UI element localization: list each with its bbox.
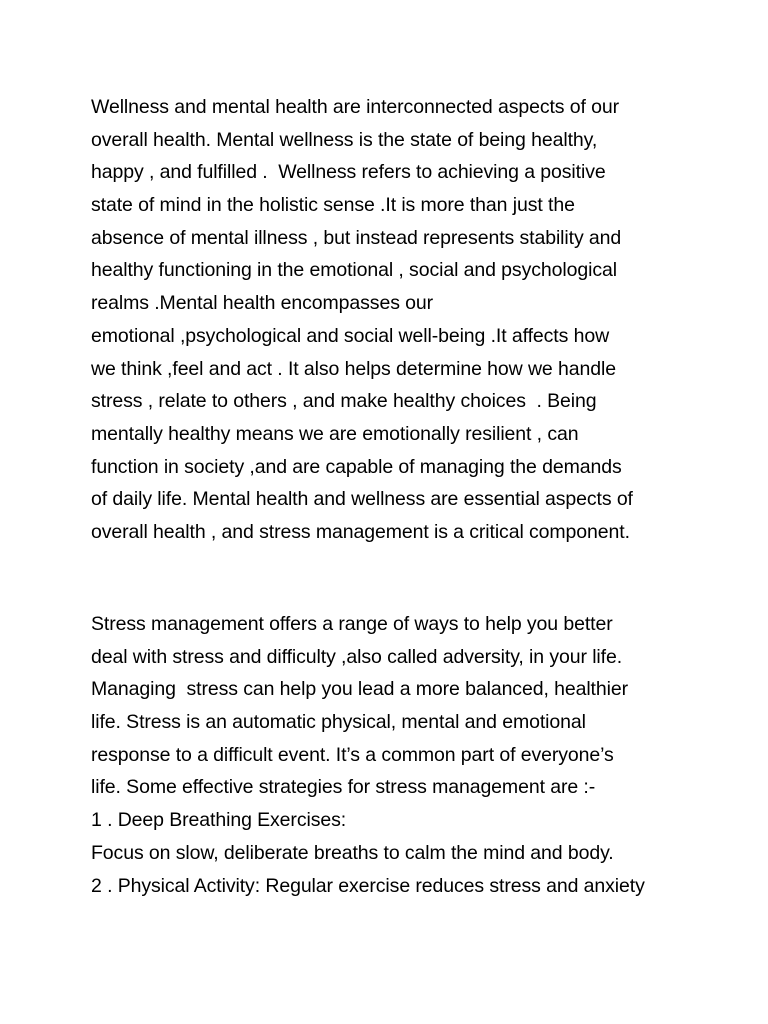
list-item-heading: 1 . Deep Breathing Exercises: <box>91 809 347 832</box>
text-line: function in society ,and are capable of managing the demands <box>91 455 622 478</box>
text-line: Wellness and mental health are interconnected aspects of our <box>91 96 620 118</box>
text-line: of daily life. Mental health and wellness are essential aspects of <box>91 488 633 511</box>
text-line: Stress management offers a range of ways to help you better <box>91 613 613 635</box>
paragraph-stress-management <box>91 608 691 902</box>
text-line: realms .Mental health encompasses our <box>91 292 434 315</box>
list-item-text: Focus on slow, deliberate breaths to calm the mind and body. <box>91 841 614 864</box>
paragraph-wellness-mental-health <box>91 91 691 549</box>
text-line: overall health , and stress management is a critical component. <box>91 520 630 543</box>
list-item-heading: 2 . Physical Activity: Regular exercise reduces stress and anxiety <box>91 874 645 897</box>
text-line: state of mind in the holistic sense .It is more than just the <box>91 194 575 217</box>
text-line: stress , relate to others , and make healthy choices . Being <box>91 390 597 413</box>
text-line: we think ,feel and act . It also helps determine how we handle <box>91 357 616 380</box>
text-line: absence of mental illness , but instead represents stability and <box>91 226 622 249</box>
text-line: emotional ,psychological and social well-being .It affects how <box>91 324 610 347</box>
text-line: deal with stress and difficulty ,also called adversity, in your life. <box>91 645 623 668</box>
text-line: mentally healthy means we are emotionally resilient , can <box>91 422 579 445</box>
text-line: life. Some effective strategies for stress management are :- <box>91 776 596 799</box>
text-line: overall health. Mental wellness is the state of being healthy, <box>91 128 598 151</box>
text-line: life. Stress is an automatic physical, mental and emotional <box>91 711 586 734</box>
text-line: healthy functioning in the emotional , social and psychological <box>91 259 617 282</box>
text-line: happy , and fulfilled . Wellness refers to achieving a positive <box>91 161 606 184</box>
text-line: Managing stress can help you lead a more balanced, healthier <box>91 678 628 701</box>
text-line: response to a difficult event. It’s a common part of everyone’s <box>91 743 614 766</box>
